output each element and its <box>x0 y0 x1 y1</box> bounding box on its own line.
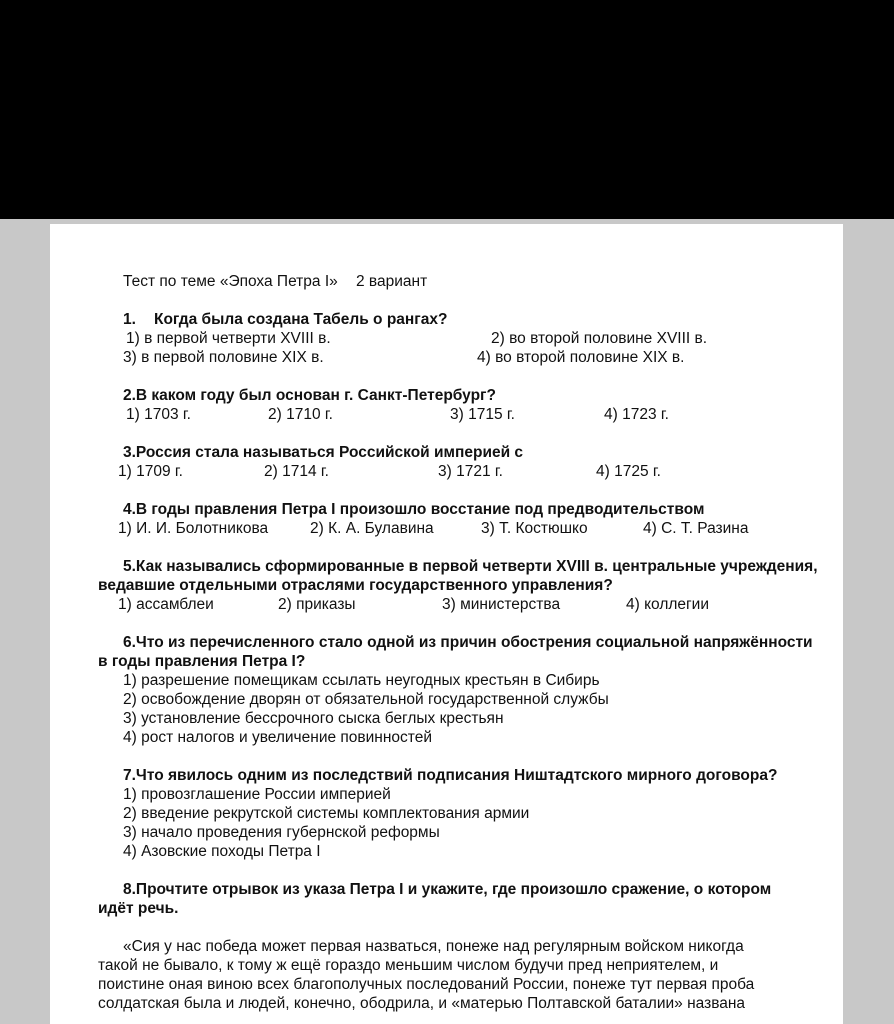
q7-option-4: 4) Азовские походы Петра I <box>123 843 321 860</box>
q8-text-line-1: 8.Прочтите отрывок из указа Петра I и укажите, где произошло сражение, о котором <box>123 881 772 898</box>
q5-text-line-2: ведавшие отдельными отраслями государственного управления? <box>98 577 613 594</box>
q1-option-4: 4) во второй половине XIX в. <box>477 349 685 366</box>
q8-quote-line-3: поистине оная виною всех благополучных последований России, понеже тут первая проба <box>98 976 755 993</box>
q8-text-line-2: идёт речь. <box>98 900 179 917</box>
q7-text: 7.Что явилось одним из последствий подписания Ништадтского мирного договора? <box>123 767 778 784</box>
q4-option-2: 2) К. А. Булавина <box>310 520 434 537</box>
q5-option-3: 3) министерства <box>442 596 561 613</box>
q5-option-4: 4) коллегии <box>626 596 710 613</box>
q5-option-1: 1) ассамблеи <box>118 596 214 613</box>
test-title: Тест по теме «Эпоха Петра I» <box>123 273 338 290</box>
q5-text-line-1: 5.Как назывались сформированные в первой четверти XVIII в. центральные учреждения, <box>123 558 818 575</box>
q7-option-1: 1) провозглашение России империей <box>123 786 391 803</box>
q2-text: 2.В каком году был основан г. Санкт-Петербург? <box>123 387 496 404</box>
q6-option-1: 1) разрешение помещикам ссылать неугодных крестьян в Сибирь <box>123 672 600 689</box>
q8-quote-line-2: такой не бывало, к тому ж ещё гораздо меньшим числом будучи пред неприятелем, и <box>98 957 719 974</box>
q4-option-1: 1) И. И. Болотникова <box>118 520 269 537</box>
q3-text: 3.Россия стала называться Российской империей с <box>123 444 524 461</box>
q1-text: Когда была создана Табель о рангах? <box>154 311 448 328</box>
q2-option-2: 2) 1710 г. <box>268 406 333 423</box>
q1-option-3: 3) в первой половине XIX в. <box>123 349 324 366</box>
black-header-band <box>0 0 894 219</box>
q4-text: 4.В годы правления Петра I произошло восстание под предводительством <box>123 501 705 518</box>
q8-quote-line-1: «Сия у нас победа может первая назваться, понеже над регулярным войском никогда <box>123 938 744 955</box>
q3-option-3: 3) 1721 г. <box>438 463 503 480</box>
q6-option-2: 2) освобождение дворян от обязательной государственной службы <box>123 691 609 708</box>
q1-number: 1. <box>123 311 136 328</box>
q5-option-2: 2) приказы <box>278 596 356 613</box>
q6-text-line-2: в годы правления Петра I? <box>98 653 306 670</box>
q2-option-4: 4) 1723 г. <box>604 406 669 423</box>
q8-quote-line-4: солдатская была и людей, конечно, ободрила, и «матерью Полтавской баталии» названа <box>98 995 746 1012</box>
q3-option-4: 4) 1725 г. <box>596 463 661 480</box>
q7-option-2: 2) введение рекрутской системы комплектования армии <box>123 805 530 822</box>
q6-text-line-1: 6.Что из перечисленного стало одной из причин обострения социальной напряжённости <box>123 634 813 651</box>
q2-option-3: 3) 1715 г. <box>450 406 515 423</box>
q6-option-4: 4) рост налогов и увеличение повинностей <box>123 729 433 746</box>
q3-option-1: 1) 1709 г. <box>118 463 183 480</box>
q1-option-1: 1) в первой четверти XVIII в. <box>126 330 331 347</box>
q1-option-2: 2) во второй половине XVIII в. <box>491 330 708 347</box>
q4-option-3: 3) Т. Костюшко <box>481 520 588 537</box>
q7-option-3: 3) начало проведения губернской реформы <box>123 824 440 841</box>
variant-label: 2 вариант <box>356 273 428 290</box>
document-page <box>50 224 843 1024</box>
q2-option-1: 1) 1703 г. <box>126 406 191 423</box>
q3-option-2: 2) 1714 г. <box>264 463 329 480</box>
q6-option-3: 3) установление бессрочного сыска беглых крестьян <box>123 710 504 727</box>
q4-option-4: 4) С. Т. Разина <box>643 520 749 537</box>
